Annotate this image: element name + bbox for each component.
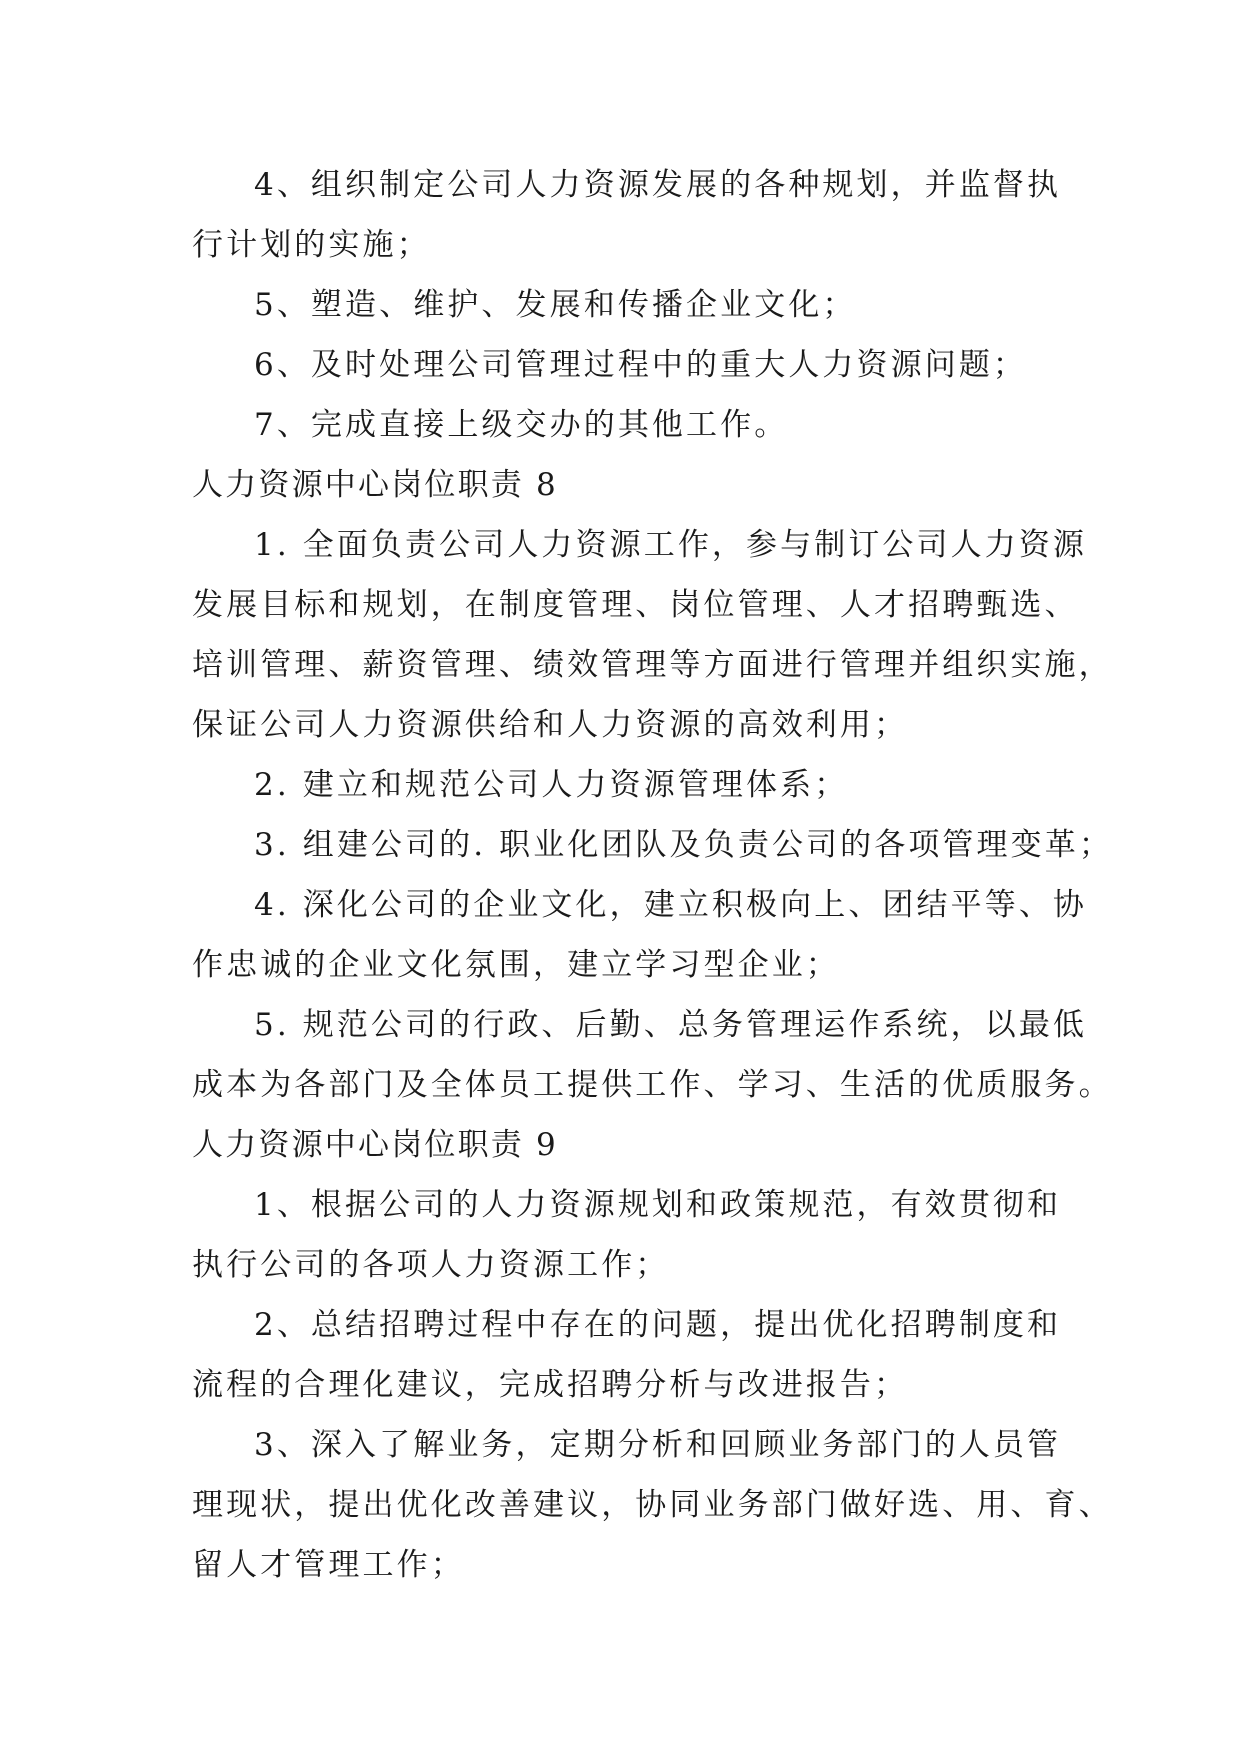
document-page — [192, 155, 1113, 1595]
paragraph-line: 5、塑造、维护、发展和传播企业文化； — [254, 287, 857, 323]
section-heading: 人力资源中心岗位职责 9 — [192, 1127, 558, 1163]
paragraph-line: 3. 组建公司的. 职业化团队及负责公司的各项管理变革； — [254, 827, 1113, 863]
paragraph-line: 留人才管理工作； — [192, 1547, 465, 1583]
paragraph-line: 1、根据公司的人力资源规划和政策规范，有效贯彻和 — [254, 1187, 1062, 1223]
paragraph-line: 4. 深化公司的企业文化，建立积极向上、团结平等、协 — [254, 887, 1088, 923]
paragraph-line: 作忠诚的企业文化氛围，建立学习型企业； — [192, 947, 840, 983]
paragraph-line: 5. 规范公司的行政、后勤、总务管理运作系统，以最低 — [254, 1007, 1088, 1043]
paragraph-line: 1. 全面负责公司人力资源工作，参与制订公司人力资源 — [254, 527, 1088, 563]
paragraph-line: 2. 建立和规范公司人力资源管理体系； — [254, 767, 849, 803]
paragraph-line: 发展目标和规划，在制度管理、岗位管理、人才招聘甄选、 — [192, 587, 1079, 623]
paragraph-line: 4、组织制定公司人力资源发展的各种规划，并监督执 — [254, 167, 1062, 203]
paragraph-line: 保证公司人力资源供给和人力资源的高效利用； — [192, 707, 909, 743]
paragraph-line: 培训管理、薪资管理、绩效管理等方面进行管理并组织实施， — [192, 647, 1113, 683]
section-heading: 人力资源中心岗位职责 8 — [192, 467, 558, 503]
paragraph-line: 7、完成直接上级交办的其他工作。 — [254, 407, 789, 443]
paragraph-line: 6、及时处理公司管理过程中的重大人力资源问题； — [254, 347, 1028, 383]
paragraph-line: 3、深入了解业务，定期分析和回顾业务部门的人员管 — [254, 1427, 1062, 1463]
paragraph-line: 流程的合理化建议，完成招聘分析与改进报告； — [192, 1367, 909, 1403]
paragraph-line: 成本为各部门及全体员工提供工作、学习、生活的优质服务。 — [192, 1067, 1113, 1103]
paragraph-line: 2、总结招聘过程中存在的问题，提出优化招聘制度和 — [254, 1307, 1062, 1343]
paragraph-line: 理现状，提出优化改善建议，协同业务部门做好选、用、育、 — [192, 1487, 1113, 1523]
paragraph-line: 执行公司的各项人力资源工作； — [192, 1247, 670, 1283]
paragraph-line: 行计划的实施； — [192, 227, 431, 263]
